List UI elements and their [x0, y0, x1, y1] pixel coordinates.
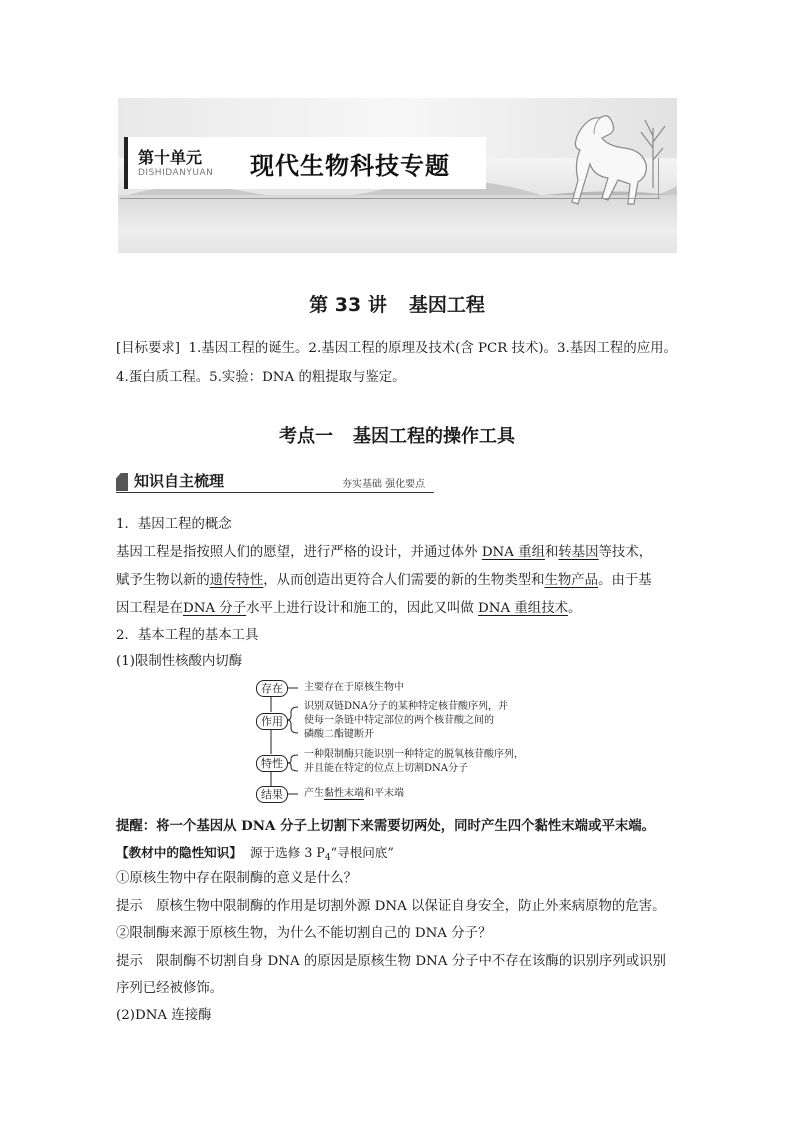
answer-2-line-1: 提示 限制酶不切割自身 DNA 的原因是原核生物 DNA 分子中不存在该酶的识别序列或识别: [116, 954, 666, 969]
point-name: 基因工程的操作工具: [353, 426, 515, 447]
blank-answer: 遗传特性: [209, 573, 264, 588]
answer-1: 提示 原核生物中限制酶的作用是切割外源 DNA 以保证自身安全，防止外来病原物的危害。: [116, 899, 666, 914]
text-span: 。: [567, 601, 582, 616]
text-span: 和: [544, 545, 559, 560]
restriction-enzyme-diagram: [254, 676, 554, 806]
hidden-source-subscript: 4: [324, 853, 331, 863]
concept-line-1: [116, 543, 652, 563]
hidden-knowledge-line: [116, 843, 394, 868]
tree-illustration: [633, 108, 673, 188]
diagram-connectors: [254, 676, 554, 806]
text-span: 赋予生物以新的: [116, 573, 210, 588]
blank-answer: DNA 重组: [481, 545, 545, 560]
section-header: [116, 470, 434, 493]
blank-answer: 转基因: [558, 545, 599, 560]
goals-label: [目标要求]: [116, 341, 181, 356]
diagram-property-text-2: 并且能在特定的位点上切割DNA分子: [304, 763, 468, 774]
topic-title: 现代生物科技专题: [250, 152, 450, 180]
text-span: ，从而创造出更符合人们需要的新的生物类型和: [263, 573, 545, 588]
goals-line-1: [116, 339, 677, 359]
answer-2-line-2: 序列已经被修饰。: [116, 981, 224, 996]
point-title: [0, 422, 794, 448]
unit-label: [124, 137, 232, 189]
unit-title: 第十单元: [138, 148, 203, 167]
diagram-result-text: [304, 787, 404, 801]
lesson-number: 第 33 讲: [309, 294, 387, 316]
diagram-label-property: 特性: [256, 755, 288, 772]
text-span: 水平上进行设计和施工的，因此又叫做: [246, 601, 479, 616]
concept-heading: 1．基因工程的概念: [116, 517, 232, 532]
text-span: 产生: [304, 788, 324, 799]
concept-line-3: [116, 599, 581, 619]
section-tag: 夯实基础 强化要点: [342, 479, 426, 490]
concept-line-2: [116, 571, 652, 591]
question-1: ①原核生物中存在限制酶的意义是什么？: [116, 871, 358, 886]
goals-line-2: 4.蛋白质工程。5.实验：DNA 的粗提取与鉴定。: [116, 370, 406, 385]
tools-sub-1: (1)限制性核酸内切酶: [116, 654, 243, 669]
blank-answer: 生物产品: [544, 573, 599, 588]
blank-answer: 黏性末端: [324, 788, 364, 799]
text-span: 平末端: [374, 788, 404, 799]
text-span: 基因工程是指按照人们的愿望，进行严格的设计，并通过体外: [116, 545, 482, 560]
diagram-label-result: 结果: [256, 786, 288, 803]
topic-label: [232, 137, 486, 189]
text-span: 等技术，: [598, 545, 653, 560]
text-span: 因工程是在: [116, 601, 183, 616]
hidden-source: 源于选修 3 P: [249, 845, 325, 860]
diagram-function-text-1: 识别双链DNA分子的某种特定核苷酸序列，并: [304, 701, 508, 712]
tools-sub-2: (2)DNA 连接酶: [116, 1008, 212, 1023]
question-2: ②限制酶来源于原核生物，为什么不能切割自己的 DNA 分子？: [116, 926, 492, 941]
reminder-text: 提醒：将一个基因从 DNA 分子上切割下来需要切两处，同时产生四个黏性末端或平末端。: [116, 818, 656, 834]
point-number: 考点一: [279, 426, 333, 447]
banner-rule: [120, 198, 660, 199]
diagram-label-function: 作用: [256, 713, 288, 730]
goals-text-1: 1.基因工程的诞生。2.基因工程的原理及技术(含 PCR 技术)。3.基因工程的应用。: [188, 341, 677, 356]
section-name: 知识自主梳理: [134, 472, 225, 490]
banner-rule-vertical: [658, 158, 659, 199]
blank-answer: DNA 重组技术: [478, 601, 568, 616]
diagram-function-text-2: 使每一条链中特定部位的两个核苷酸之间的: [304, 715, 494, 726]
lesson-name: 基因工程: [408, 294, 485, 316]
lesson-title: [0, 290, 794, 317]
diagram-label-exist: 存在: [256, 680, 288, 697]
blank-answer: DNA 分子: [182, 601, 247, 616]
diagram-exist-text: 主要存在于原核生物中: [304, 682, 404, 693]
text-span: 。由于基: [598, 573, 652, 588]
hidden-knowledge-label: 【教材中的隐性知识】: [116, 845, 242, 860]
unit-subtitle: DISHIDANYUAN: [138, 168, 214, 178]
diagram-property-text-1: 一种限制酶只能识别一种特定的脱氧核苷酸序列，: [304, 749, 524, 760]
diagram-function-text-3: 磷酸二酯键断开: [304, 729, 374, 740]
tools-heading: 2．基本工程的基本工具: [116, 628, 259, 643]
text-span: 和: [364, 788, 374, 799]
section-marker-icon: [116, 473, 128, 491]
hidden-source-title: “寻根问底”: [330, 845, 394, 860]
